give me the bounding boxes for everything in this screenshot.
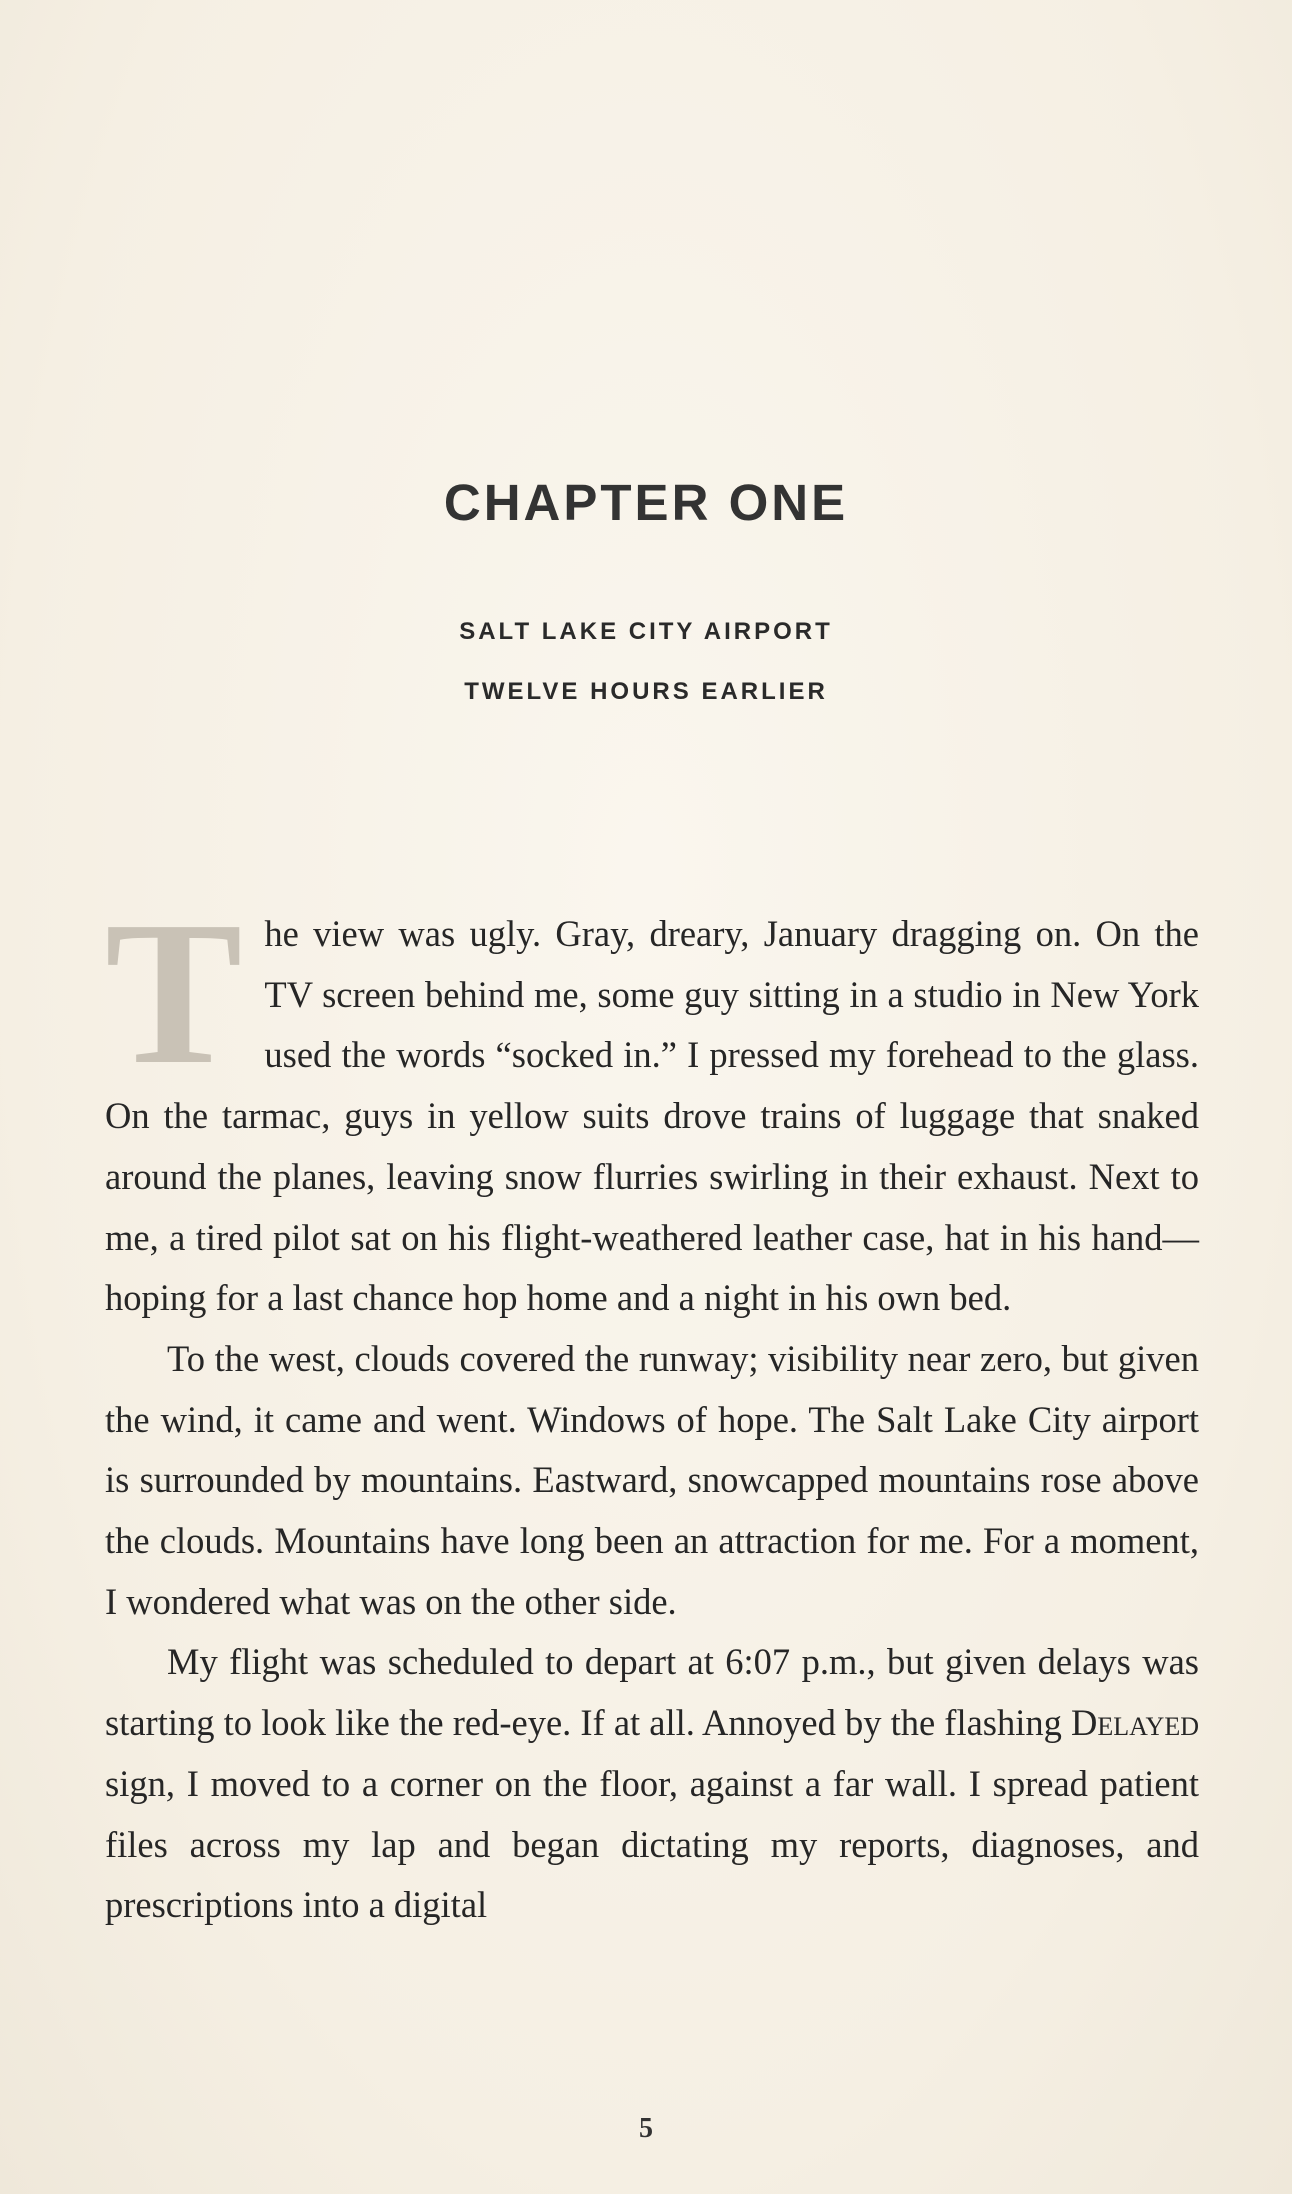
paragraph-3 [105,1632,1199,1936]
paragraph-3-text-start: My flight was scheduled to depart at 6:07 p.m., but given delays was starting to look like the red-eye. If at all. Annoyed by the flashing [105,1641,1199,1744]
chapter-time: TWELVE HOURS EARLIER [464,678,828,705]
paragraph-2: To the west, clouds covered the runway; visibility near zero, but given the wind, it came and went. Windows of hope. The Salt Lake City airport is surrounded by mountains. Eastward, snowcapped mountains rose above the clouds. Mountains have long been an attraction for me. For a moment, I wondered what was on the other side. [105,1337,1199,1622]
chapter-location: SALT LAKE CITY AIRPORT [459,618,833,645]
paragraph-3-text-end: sign, I moved to a corner on the floor, against a far wall. I spread patient files across my lap and began dictating my reports, diagnoses, and prescriptions into a digital [105,1762,1199,1926]
paragraph-1-text: he view was ugly. Gray, dreary, January dragging on. On the TV screen behind me, some guy sitting in a studio in New York used the words “socked in.” I pressed my forehead to the glass. On the tarmac, guys in yellow suits drove trains of luggage that snaked around the planes, leaving snow flurries swirling in their exhaust. Next to me, a tired pilot sat on his flight-weathered leather case, hat in his hand—hoping for a last chance hop home and a night in his own bed. [105,913,1199,1319]
drop-cap: T [105,878,243,1107]
paragraph-1 [105,878,1199,1329]
delayed-sign-text: Delayed [1071,1702,1199,1744]
chapter-title: CHAPTER ONE [443,474,849,531]
body-text [105,878,1199,1936]
page-number: 5 [639,2113,653,2144]
